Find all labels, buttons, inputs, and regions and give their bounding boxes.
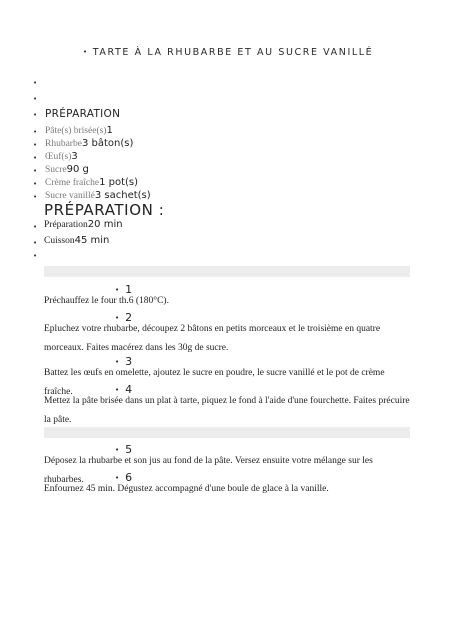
- ingredient-label: Rhubarbe: [45, 139, 82, 149]
- step-bullet: •: [115, 446, 120, 454]
- ingredient-label: Pâte(s) brisée(s): [45, 126, 107, 136]
- title-bullet: •: [83, 48, 89, 56]
- list-bullet: •: [33, 223, 38, 231]
- ingredient-qty: 3 bâton(s): [81, 138, 134, 149]
- empty-bullet: •: [33, 252, 38, 260]
- step-text: Enfournez 45 min. Dégustez accompagné d'une boule de glace à la vanille.: [44, 484, 329, 494]
- step-text: Déposez la rhubarbe et son jus au fond de la pâte. Versez ensuite votre mélange sur les rhubarbes.: [44, 456, 373, 485]
- ingredient-label: Sucre vanillé: [45, 191, 95, 201]
- ingredient-item: [45, 125, 113, 136]
- ingredient-qty: 1: [106, 125, 113, 136]
- step-number-value: 2: [125, 311, 133, 324]
- step-text: Mettez la pâte brisée dans un plat à tarte, piquez le fond à l'aide d'une fourchette. Faites précuire la pâte.: [44, 396, 410, 425]
- time-value: 20 min: [87, 219, 123, 230]
- prep-time: [44, 219, 123, 230]
- list-bullet: •: [33, 154, 38, 162]
- step-bullet: •: [115, 286, 120, 294]
- step-number-value: 3: [125, 355, 133, 368]
- empty-bullet: •: [33, 79, 38, 87]
- ingredient-item: [45, 177, 138, 188]
- step-text: Préchauffez le four th.6 (180°C).: [44, 296, 169, 306]
- ingredient-item: [45, 164, 89, 175]
- step-number-value: 1: [125, 283, 133, 296]
- list-bullet: •: [33, 128, 38, 136]
- time-value: 45 min: [74, 235, 110, 246]
- step-bullet: •: [115, 386, 120, 394]
- list-bullet: •: [33, 239, 38, 247]
- list-bullet: •: [33, 167, 38, 175]
- empty-bullet: •: [33, 95, 38, 103]
- list-bullet: •: [33, 193, 38, 201]
- list-bullet: •: [33, 141, 38, 149]
- step-text: Epluchez votre rhubarbe, découpez 2 bâtons en petits morceaux et le troisième en quatre morceaux. Faites macérez dans les 30g de sucre.: [44, 324, 381, 353]
- time-label: Cuisson: [44, 236, 75, 246]
- ingredient-label: Sucre: [45, 165, 67, 175]
- time-label: Préparation: [44, 220, 88, 230]
- ingredient-qty: 1 pot(s): [99, 177, 139, 188]
- step-bullet: •: [115, 314, 120, 322]
- ingredient-label: Crème fraîche: [45, 178, 100, 188]
- preparation-heading: PRÉPARATION :: [44, 201, 165, 219]
- ingredient-qty: 90 g: [66, 164, 89, 175]
- step-bullet: •: [115, 474, 120, 482]
- ingredient-qty: 3 sachet(s): [94, 190, 151, 201]
- step-number-value: 4: [125, 383, 133, 396]
- title-text: TARTE À LA RHUBARBE ET AU SUCRE VANILLÉ: [92, 47, 374, 58]
- ingredients-heading: PRÉPARATION: [45, 108, 121, 120]
- page-title: [83, 47, 373, 58]
- ingredient-item: [45, 151, 78, 162]
- cook-time: [44, 235, 109, 246]
- heading-bullet: •: [33, 111, 38, 119]
- step-bullet: •: [115, 358, 120, 366]
- ingredient-qty: 3: [71, 151, 78, 162]
- step-number-value: 5: [125, 443, 133, 456]
- ingredient-label: Œuf(s): [45, 152, 72, 162]
- list-bullet: •: [33, 180, 38, 188]
- ingredient-item: [45, 138, 133, 149]
- ingredient-item: [45, 190, 151, 201]
- step-number-value: 6: [125, 471, 133, 484]
- step-text: Battez les œufs en omelette, ajoutez le sucre en poudre, le sucre vanillé et le pot de crème fraîche.: [44, 368, 385, 397]
- section-divider: [44, 266, 410, 277]
- section-divider: [44, 427, 410, 438]
